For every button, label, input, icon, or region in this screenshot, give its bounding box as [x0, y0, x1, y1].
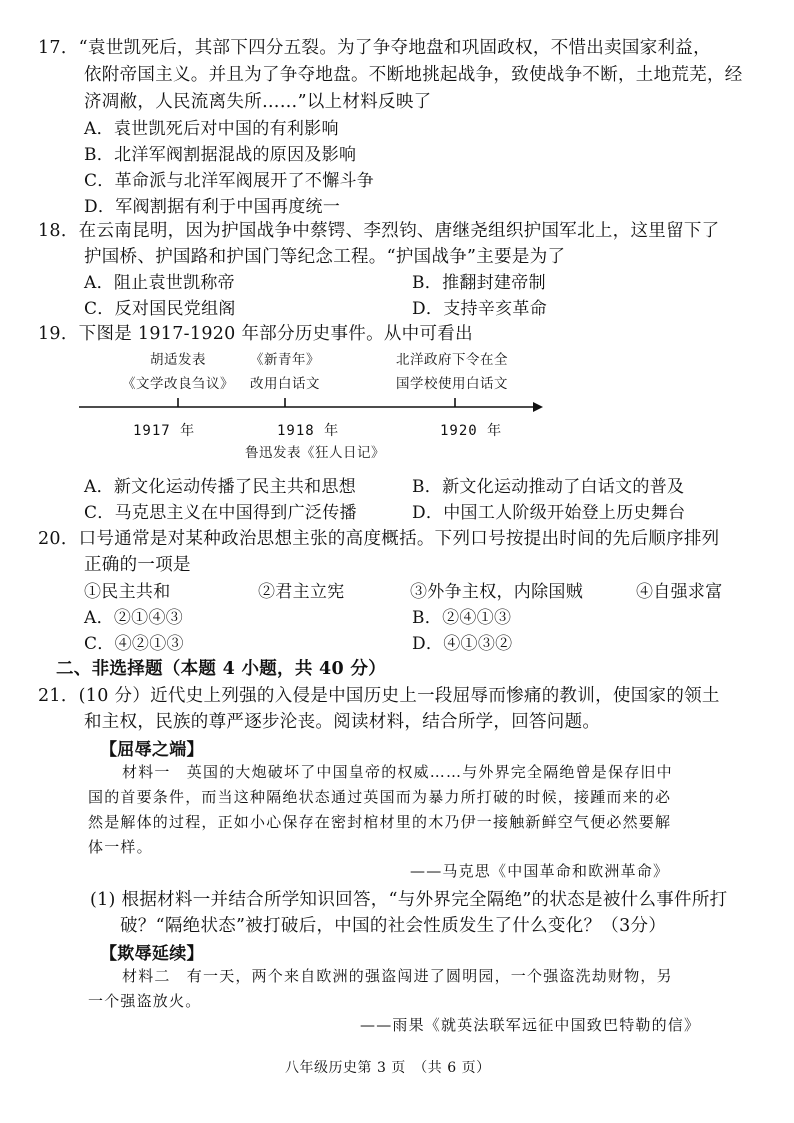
timeline-event3-line1: 北洋政府下令在全: [396, 352, 508, 368]
q21-material2-line1: 材料二 有一天，两个来自欧洲的强盗闯进了圆明园，一个强盗洗劫财物，另: [122, 967, 673, 985]
q17-stem-line2: 依附帝国主义。并且为了争夺地盘。不断地挑起战争，致使战争不断，土地荒芜，经: [84, 65, 743, 85]
timeline-arrowhead: [533, 402, 543, 412]
q20-slogan-1: ①民主共和: [84, 582, 171, 602]
q20-option-d: D．④①③②: [412, 634, 513, 654]
section2-title: 二、非选择题（本题 4 小题，共 40 分）: [56, 659, 386, 679]
q21-material1-line2: 国的首要条件，而当这种隔绝状态通过英国而为暴力所打破的时候，接踵而来的必: [88, 788, 672, 806]
q21-heading-1: 【屈辱之端】: [100, 740, 204, 760]
q21-subquestion1-line1: (1) 根据材料一并结合所学知识回答，“与外界完全隔绝”的状态是被什么事件所打: [90, 890, 728, 910]
q20-option-a: A．②①④③: [84, 608, 184, 628]
q21-material1-source: ——马克思《中国革命和欧洲革命》: [410, 862, 670, 880]
q20-stem-line2: 正确的一项是: [84, 555, 191, 575]
q17-stem-line1: 17．“袁世凯死后，其部下四分五裂。为了争夺地盘和巩固政权，不惜出卖国家利益，: [38, 38, 711, 58]
q21-material2-source: ——雨果《就英法联军远征中国致巴特勒的信》: [360, 1016, 701, 1034]
q19-option-d: D．中国工人阶级开始登上历史舞台: [412, 503, 686, 523]
timeline-event2-line1: 《新青年》: [250, 352, 320, 368]
q21-material1-line1: 材料一 英国的大炮破坏了中国皇帝的权威……与外界完全隔绝曾是保存旧中: [122, 763, 673, 781]
timeline-event2-line2: 改用白话文: [250, 376, 320, 392]
q20-slogan-3: ③外争主权，内除国贼: [410, 582, 583, 602]
timeline-event1-line2: 《文学改良刍议》: [122, 376, 234, 392]
q20-option-c: C．④②①③: [84, 634, 184, 654]
q17-option-c: C．革命派与北洋军阀展开了不懈斗争: [84, 171, 375, 191]
q19-option-c: C．马克思主义在中国得到广泛传播: [84, 503, 357, 523]
timeline-axis: [75, 396, 555, 418]
q19-stem: 19．下图是 1917-1920 年部分历史事件。从中可看出: [38, 324, 473, 344]
q18-option-a: A．阻止袁世凯称帝: [84, 273, 235, 293]
timeline-event1-line1: 胡适发表: [150, 352, 206, 368]
q18-option-c: C．反对国民党组阁: [84, 299, 236, 319]
q17-option-a: A．袁世凯死后对中国的有利影响: [84, 119, 339, 139]
q20-slogan-2: ②君主立宪: [258, 582, 345, 602]
q21-stem-line2: 和主权，民族的尊严逐步沦丧。阅读材料，结合所学，回答问题。: [84, 712, 601, 732]
q20-option-b: B．②④①③: [412, 608, 512, 628]
timeline-year-1918: 1918 年: [277, 423, 340, 439]
q17-option-b: B．北洋军阀割据混战的原因及影响: [84, 145, 357, 165]
q20-stem-line1: 20．口号通常是对某种政治思想主张的高度概括。下列口号按提出时间的先后顺序排列: [38, 529, 720, 549]
q17-stem-line3: 济凋敝，人民流离失所……”以上材料反映了: [84, 92, 432, 112]
q18-option-b: B．推翻封建帝制: [412, 273, 546, 293]
q21-material1-line3: 然是解体的过程，正如小心保存在密封棺材里的木乃伊一接触新鲜空气便必然要解: [88, 813, 672, 831]
q21-stem-line1: 21．(10 分）近代史上列强的入侵是中国历史上一段屈辱而惨痛的教训，使国家的领土: [38, 686, 720, 706]
page-footer: 八年级历史第 3 页 （共 6 页）: [285, 1060, 491, 1076]
q21-heading-2: 【欺辱延续】: [100, 944, 204, 964]
q17-option-d: D．军阀割据有利于中国再度统一: [84, 197, 341, 217]
q19-option-a: A．新文化运动传播了民主共和思想: [84, 477, 357, 497]
q20-slogan-4: ④自强求富: [636, 582, 723, 602]
q19-option-b: B．新文化运动推动了白话文的普及: [412, 477, 685, 497]
q18-option-d: D．支持辛亥革命: [412, 299, 548, 319]
timeline-year-1917: 1917 年: [133, 423, 196, 439]
timeline-year-1920: 1920 年: [440, 423, 503, 439]
q21-subquestion1-line2: 破？“隔绝状态”被打破后，中国的社会性质发生了什么变化？（3分）: [120, 916, 667, 936]
timeline-event3-line2: 国学校使用白话文: [396, 376, 508, 392]
q18-stem-line2: 护国桥、护国路和护国门等纪念工程。“护国战争”主要是为了: [84, 247, 566, 267]
q21-material1-line4: 体一样。: [88, 838, 153, 856]
q18-stem-line1: 18．在云南昆明，因为护国战争中蔡锷、李烈钧、唐继尧组织护国军北上，这里留下了: [38, 221, 720, 241]
timeline-event-below: 鲁迅发表《狂人日记》: [245, 445, 385, 461]
q21-material2-line2: 一个强盗放火。: [88, 992, 202, 1010]
